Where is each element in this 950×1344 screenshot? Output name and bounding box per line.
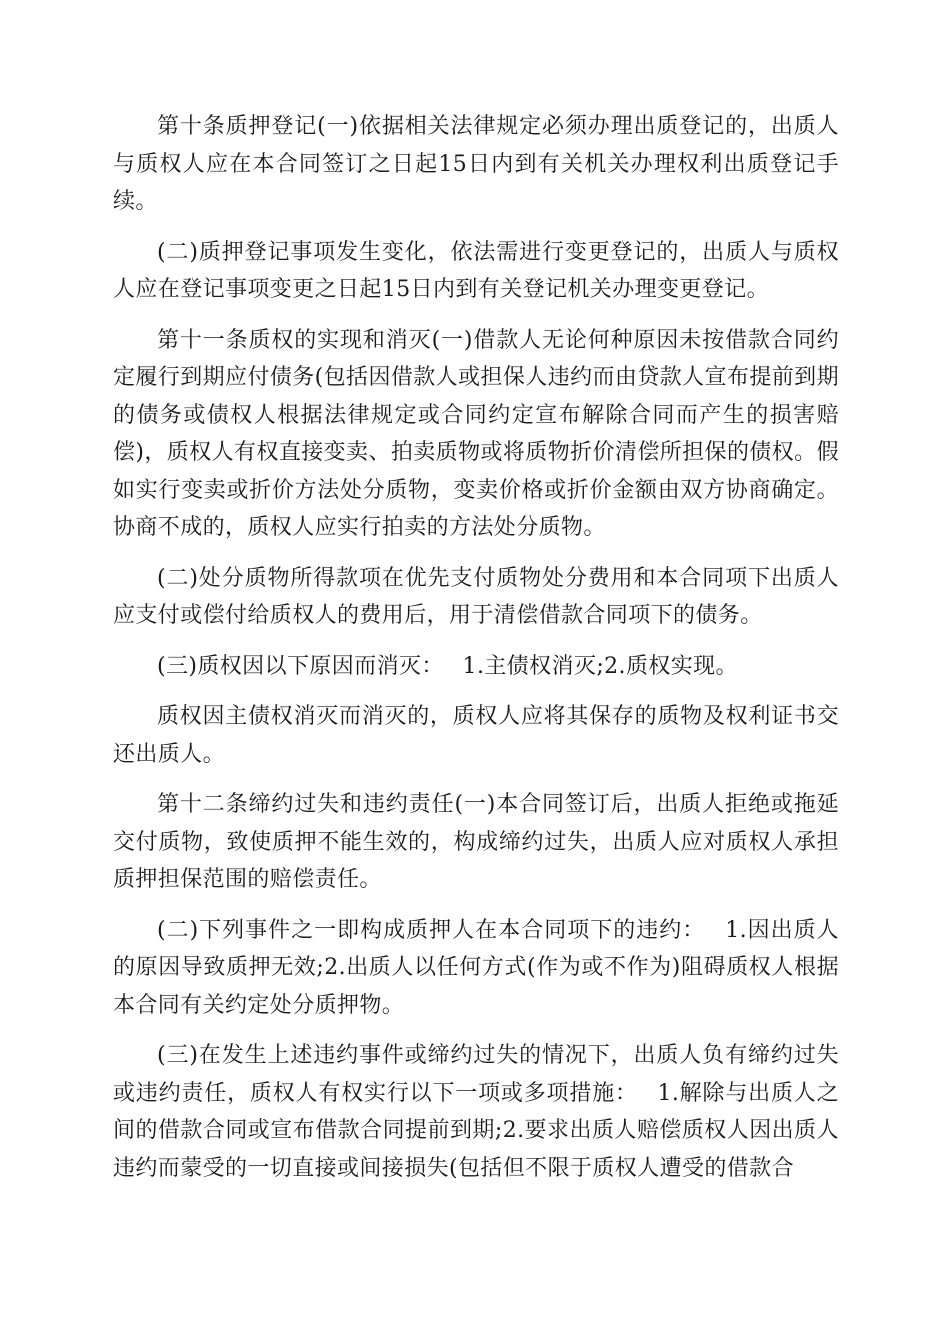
- paragraph-extinction-causes: (三)质权因以下原因而消灭： 1.主债权消灭;2.质权实现。: [157, 653, 738, 679]
- paragraph-breach-events: (二)下列事件之一即构成质押人在本合同项下的违约： 1.因出质人的原因导致质押无效;2.出质人以任何方式(作为或不作为)阻碍质权人根据本合同有关约定处分质押物。: [113, 917, 839, 1018]
- paragraph-remedies: (三)在发生上述违约事件或缔约过失的情况下，出质人负有缔约过失或违约责任，质权人有权实行以下一项或多项措施： 1.解除与出质人之间的借款合同或宣布借款合同提前到期;2.要求出质人赔偿质权人因出质人违约而蒙受的一切直接或间接损失(包括但不限于质权人遭受的借款合: [113, 1043, 839, 1181]
- document-body: [113, 108, 839, 1200]
- paragraph-disposal-proceeds: (二)处分质物所得款项在优先支付质物处分费用和本合同项下出质人应支付或偿付给质权人的费用后，用于清偿借款合同项下的债务。: [113, 565, 839, 628]
- paragraph-return-of-pledge: 质权因主债权消灭而消灭的，质权人应将其保存的质物及权利证书交还出质人。: [113, 704, 839, 767]
- paragraph-registration-change: (二)质押登记事项发生变化，依法需进行变更登记的，出质人与质权人应在登记事项变更之日起15日内到有关登记机关办理变更登记。: [113, 239, 839, 302]
- paragraph-article-12-liability: 第十二条缔约过失和违约责任(一)本合同签订后，出质人拒绝或拖延交付质物，致使质押不能生效的，构成缔约过失，出质人应对质权人承担质押担保范围的赔偿责任。: [113, 792, 839, 892]
- paragraph-article-10-registration: 第十条质押登记(一)依据相关法律规定必须办理出质登记的，出质人与质权人应在本合同签订之日起15日内到有关机关办理权利出质登记手续。: [113, 114, 839, 214]
- paragraph-article-11-realization: 第十一条质权的实现和消灭(一)借款人无论何种原因未按借款合同约定履行到期应付债务(包括因借款人或担保人违约而由贷款人宣布提前到期的债务或债权人根据法律规定或合同约定宣布解除合同而产生的损害赔偿)，质权人有权直接变卖、拍卖质物或将质物折价清偿所担保的债权。假如实行变卖或折价方法处分质物，变卖价格或折价金额由双方协商确定。协商不成的，质权人应实行拍卖的方法处分质物。: [113, 327, 839, 540]
